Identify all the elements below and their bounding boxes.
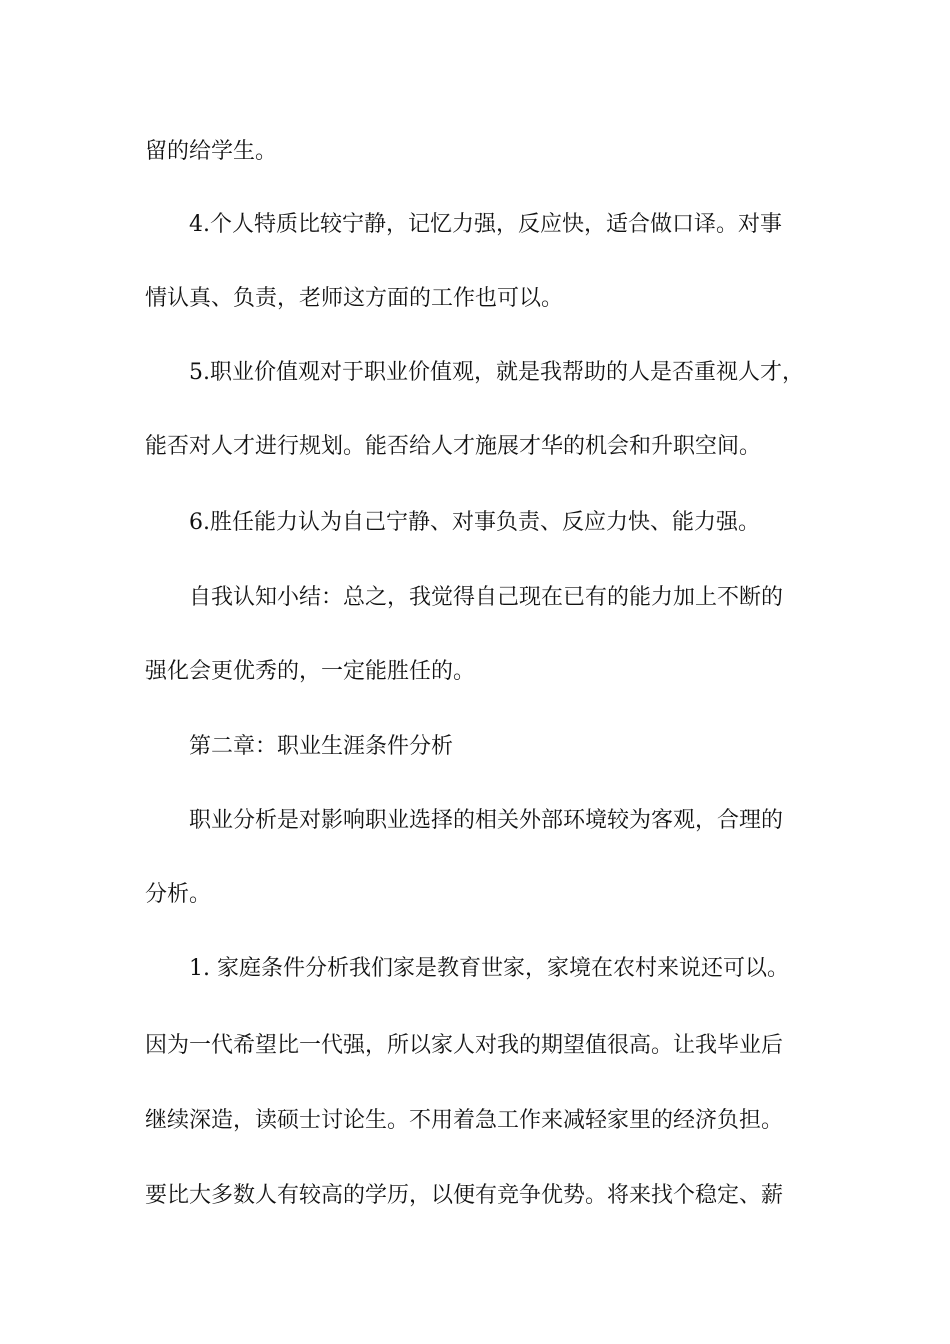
text-line: 能否对人才进行规划。能否给人才施展才华的机会和升职空间。 <box>145 434 762 459</box>
text-line: 留的给学生。 <box>145 139 278 164</box>
text-line: 分析。 <box>145 882 212 907</box>
text-line: 强化会更优秀的，一定能胜任的。 <box>145 659 476 684</box>
text-line: 6.胜任能力认为自己宁静、对事负责、反应力快、能力强。 <box>189 510 760 535</box>
text-line: 5.职业价值观对于职业价值观，就是我帮助的人是否重视人才， <box>189 360 804 385</box>
text-line: 继续深造，读硕士讨论生。不用着急工作来减轻家里的经济负担。 <box>145 1108 784 1133</box>
text-line: 4.个人特质比较宁静，记忆力强，反应快，适合做口译。对事 <box>189 212 782 237</box>
text-line: 1. 家庭条件分析我们家是教育世家，家境在农村来说还可以。 <box>189 956 789 981</box>
section-heading: 第二章：职业生涯条件分析 <box>189 734 454 759</box>
text-line: 情认真、负责，老师这方面的工作也可以。 <box>145 286 564 311</box>
text-line: 要比大多数人有较高的学历，以便有竞争优势。将来找个稳定、薪 <box>145 1183 784 1208</box>
text-line: 自我认知小结：总之，我觉得自己现在已有的能力加上不断的 <box>189 585 784 610</box>
text-line: 因为一代希望比一代强，所以家人对我的期望值很高。让我毕业后 <box>145 1033 784 1058</box>
text-line: 职业分析是对影响职业选择的相关外部环境较为客观，合理的 <box>189 808 784 833</box>
